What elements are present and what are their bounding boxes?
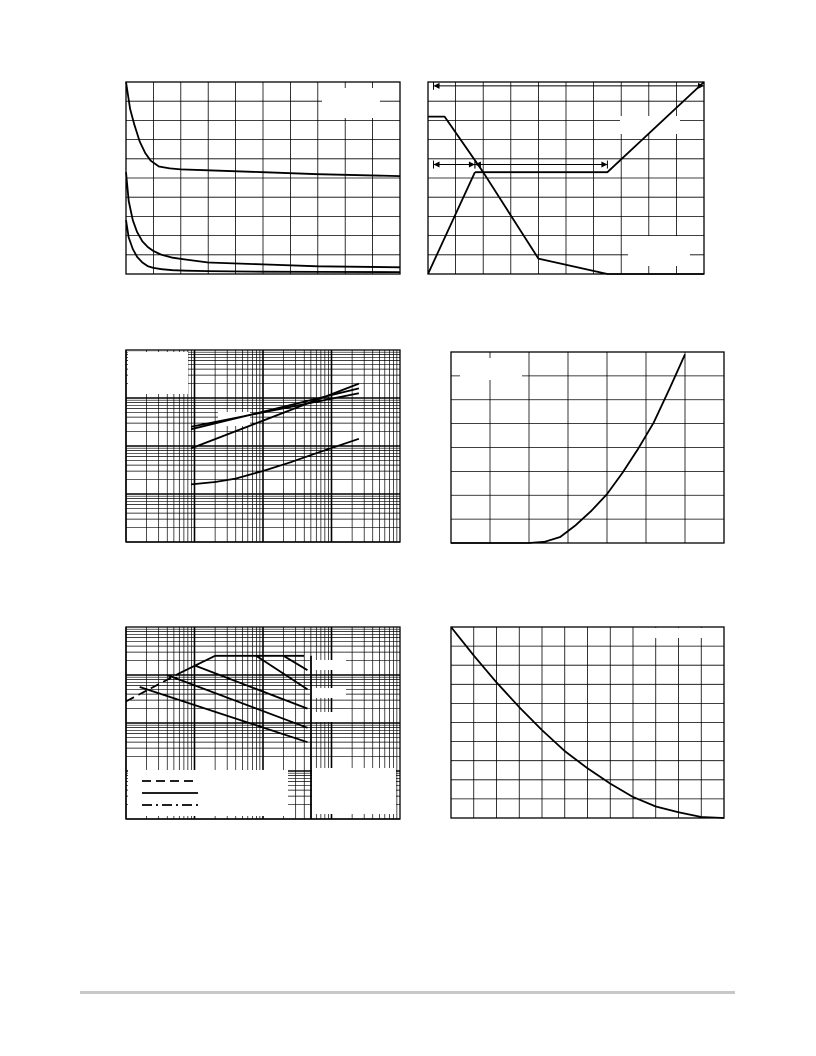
footer-divider bbox=[80, 991, 735, 994]
grid bbox=[451, 627, 724, 818]
label-area bbox=[652, 628, 720, 638]
